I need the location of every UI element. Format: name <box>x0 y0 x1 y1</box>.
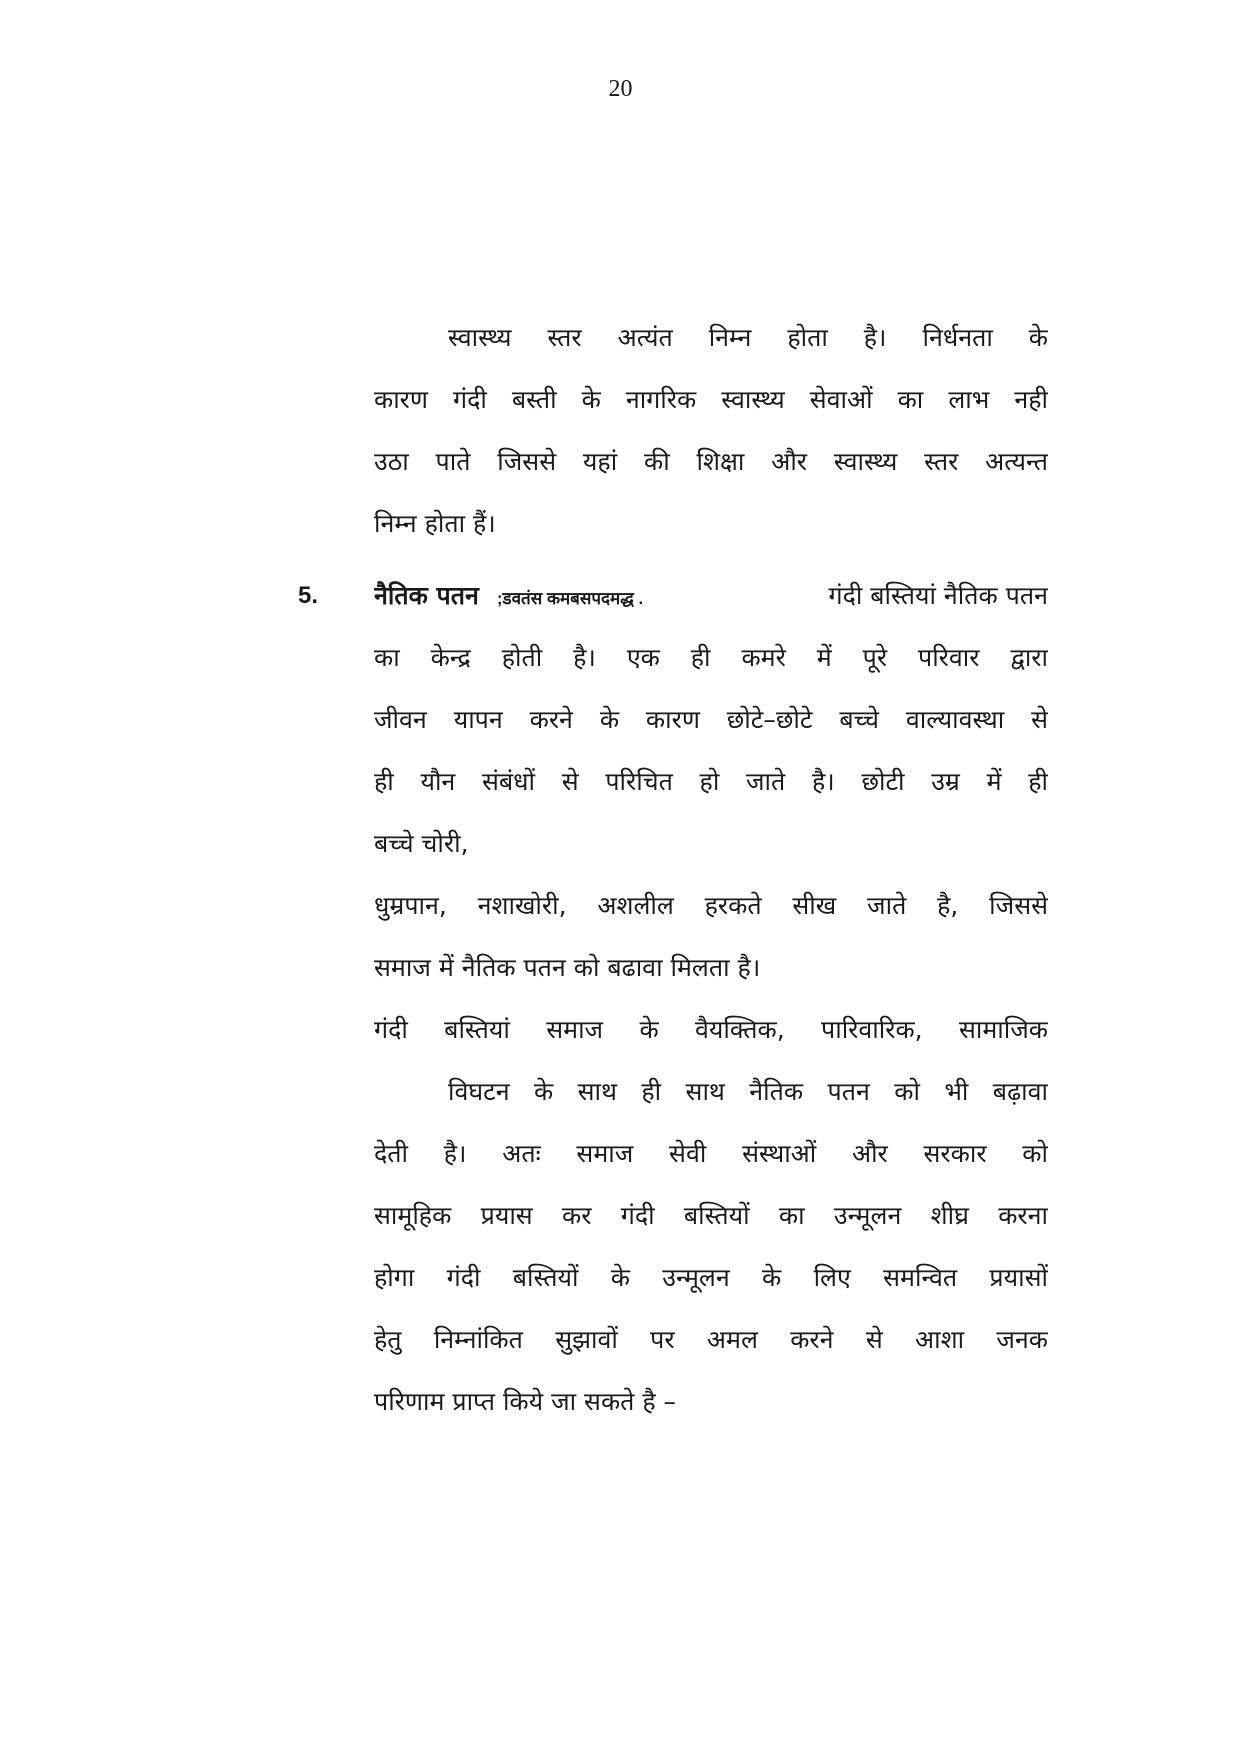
paragraph-line: विघटन के साथ ही साथ नैतिक पतन को भी बढ़ावा <box>448 1077 1048 1106</box>
paragraph-line: कारण गंदी बस्ती के नागरिक स्वास्थ्य सेवाओं का लाभ नही <box>374 385 1048 414</box>
section-number: 5. <box>298 582 319 609</box>
paragraph-line: स्वास्थ्य स्तर अत्यंत निम्न होता है। निर्धनता के <box>448 323 1048 352</box>
paragraph-line: परिणाम प्राप्त किये जा सकते है – <box>374 1387 677 1416</box>
section-line: का केन्द्र होती है। एक ही कमरे में पूरे परिवार द्वारा <box>374 643 1048 672</box>
paragraph-line: निम्न होता हैं। <box>374 509 496 538</box>
section-line: बच्चे चोरी, <box>374 829 469 858</box>
section-heading: नैतिक पतन <box>374 581 479 610</box>
paragraph-line: होगा गंदी बस्तियों के उन्मूलन के लिए समन्वित प्रयासों <box>374 1263 1048 1292</box>
section-heading-line <box>374 565 1048 627</box>
section-text: गंदी बस्तियां नैतिक पतन <box>828 581 1048 610</box>
section-heading-english: ;डवतंस कमबसपदमद्ध . <box>496 589 644 608</box>
section-line: धुम्रपान, नशाखोरी, अशलील हरकते सीख जाते है, जिससे <box>374 891 1048 920</box>
paragraph-line: उठा पाते जिससे यहां की शिक्षा और स्वास्थ्य स्तर अत्यन्त <box>374 447 1048 476</box>
paragraph-line: देती है। अतः समाज सेवी संस्थाओं और सरकार को <box>374 1139 1048 1168</box>
section-line: ही यौन संबंधों से परिचित हो जाते है। छोटी उम्र में ही <box>374 767 1048 796</box>
paragraph-line: सामूहिक प्रयास कर गंदी बस्तियों का उन्मूलन शीघ्र करना <box>374 1201 1048 1230</box>
section-line: गंदी बस्तियां समाज के वैयक्तिक, पारिवारिक, सामाजिक <box>374 1015 1048 1044</box>
section-line: जीवन यापन करने के कारण छोटे–छोटे बच्चे वाल्यावस्था से <box>374 705 1048 734</box>
section-line: समाज में नैतिक पतन को बढावा मिलता है। <box>374 953 761 982</box>
paragraph-line: हेतु निम्नांकित सुझावों पर अमल करने से आशा जनक <box>374 1325 1048 1354</box>
page-number: 20 <box>608 76 633 102</box>
